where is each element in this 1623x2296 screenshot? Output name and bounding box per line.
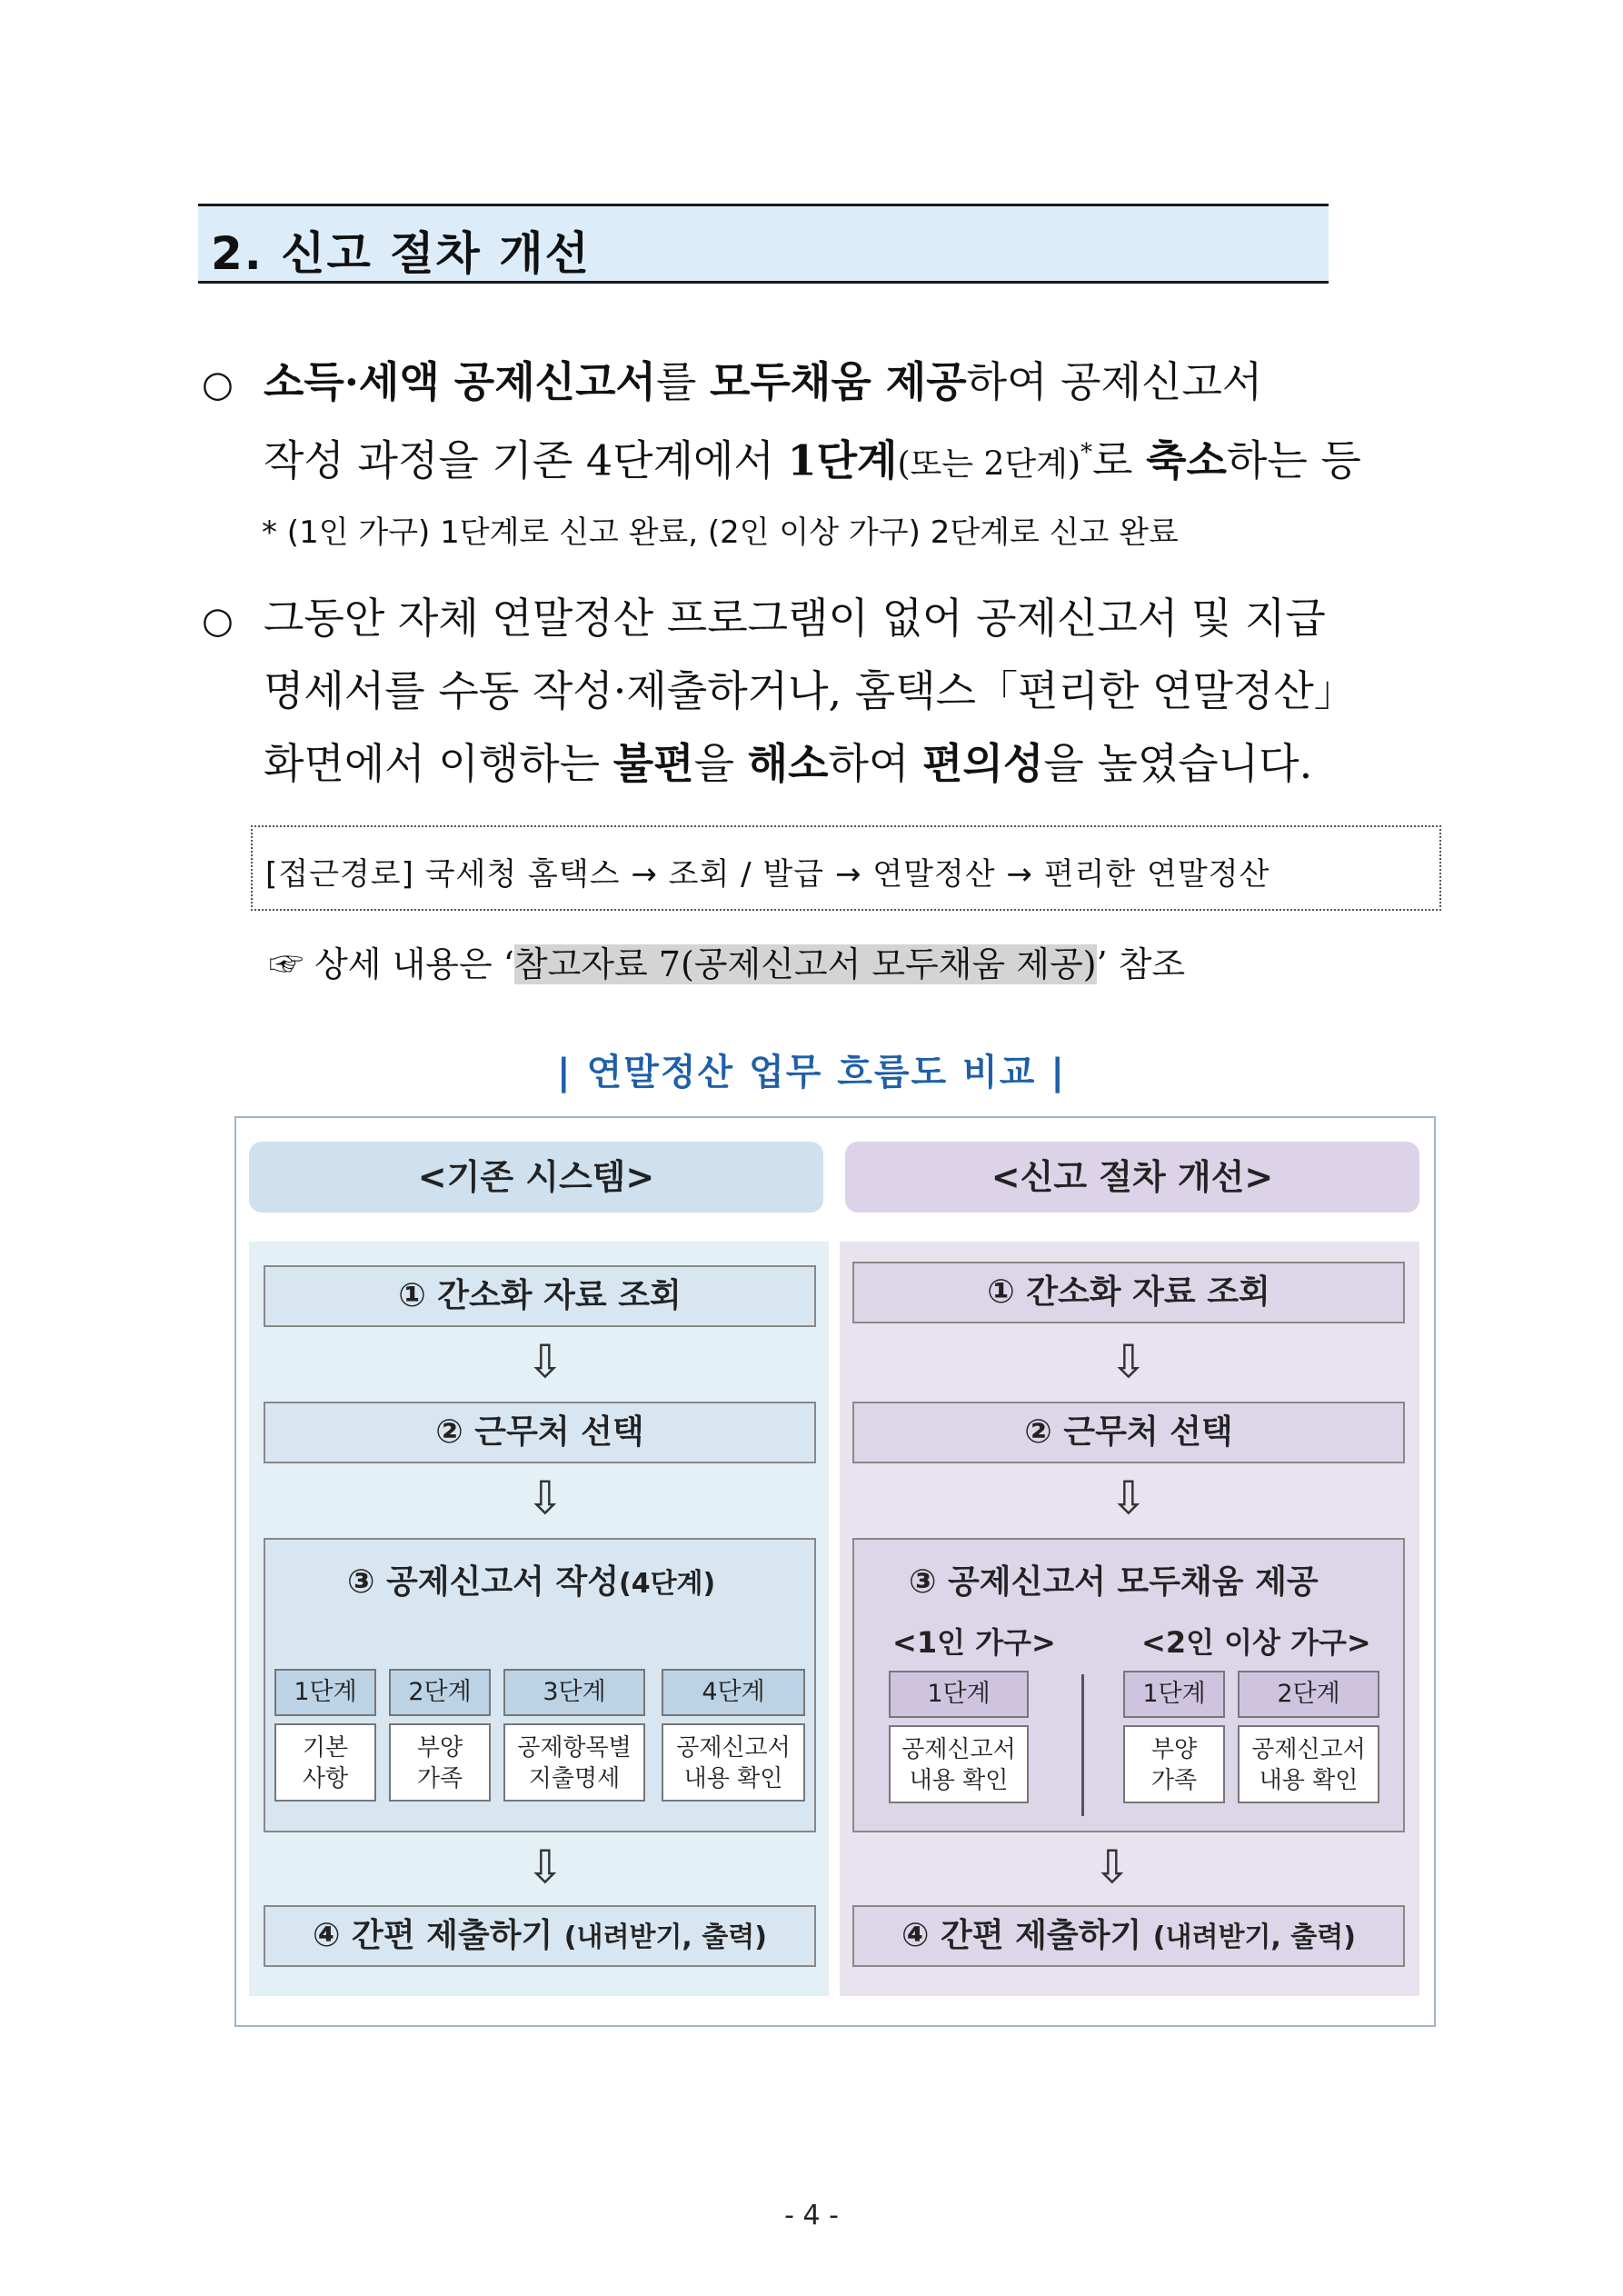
item-line: 부양: [416, 1734, 463, 1762]
text-fragment: 작성 과정을 기존 4단계에서: [264, 435, 788, 485]
right-step-4-suffix: (내려받기, 출력): [1152, 1922, 1356, 1953]
figure-title: | 연말정산 업무 흐름도 비교 |: [557, 1052, 1066, 1093]
down-arrow-icon: ⇩: [526, 1841, 564, 1893]
item-line: 내용 확인: [683, 1765, 783, 1792]
item-line: 공제항목별: [517, 1734, 632, 1762]
reference-prefix: ☞ 상세 내용은 ‘: [269, 944, 514, 984]
emph-prefill: 모두채움 제공: [710, 357, 967, 406]
footnote: * (1인 가구) 1단계로 신고 완료, (2인 이상 가구) 2단계로 신고 완료: [262, 514, 1179, 551]
left-stage-1-label: 1단계: [274, 1669, 376, 1716]
bullet-circle: ○: [202, 364, 234, 405]
item-line: 내용 확인: [1259, 1767, 1359, 1794]
left-step-1: ① 간소화 자료 조회: [264, 1265, 816, 1327]
right-single-stage-1-label: 1단계: [889, 1671, 1029, 1718]
left-stage-3-item: [503, 1723, 645, 1802]
left-step-4-main: ④ 간편 제출하기: [313, 1917, 564, 1954]
paragraph-2-bullet: [202, 582, 234, 657]
multi-household-heading: <2인 이상 가구>: [1141, 1625, 1371, 1660]
paragraph-2-line-1: 그동안 자체 연말정산 프로그램이 없어 공제신고서 및 지급: [264, 594, 1326, 643]
text-fragment: 하여: [828, 739, 923, 788]
text-fragment: 화면에서 이행하는: [264, 739, 613, 788]
left-stage-2-label: 2단계: [389, 1669, 491, 1716]
down-arrow-icon: ⇩: [526, 1472, 564, 1524]
item-line: 기본: [302, 1734, 349, 1762]
emph-reduce: 축소: [1146, 435, 1227, 485]
paragraph-2-line-2: 명세서를 수동 작성·제출하거나, 홈택스「편리한 연말정산」: [264, 666, 1356, 715]
item-line: 부양: [1150, 1736, 1198, 1763]
left-stage-3-label: 3단계: [503, 1669, 645, 1716]
left-step-3-title: [347, 1556, 715, 1602]
right-single-stage-1-item: [889, 1725, 1029, 1803]
section-heading: [198, 204, 1329, 284]
emph-convenience: 편의성: [922, 739, 1044, 788]
left-step-4-suffix: (내려받기, 출력): [563, 1922, 767, 1953]
text-fragment: 을: [693, 739, 748, 788]
left-stage-4-item: [662, 1723, 805, 1802]
right-multi-stage-2-label: 2단계: [1238, 1671, 1379, 1718]
left-column-header: <기존 시스템>: [249, 1142, 823, 1213]
item-line: 사항: [302, 1765, 349, 1792]
text-fragment: (또는 2단계): [897, 445, 1080, 484]
left-step-3-suffix: (4단계): [618, 1568, 716, 1600]
paragraph-2-line-3: [264, 727, 1312, 800]
item-line: 공제신고서: [676, 1734, 791, 1762]
emph-resolve: 해소: [747, 739, 829, 788]
text-fragment: 을 높였습니다.: [1043, 739, 1313, 788]
left-step-3-main: ③ 공제신고서 작성: [347, 1563, 619, 1601]
left-stage-1-item: [274, 1723, 376, 1802]
bullet-circle: ○: [202, 600, 234, 642]
right-step-4-main: ④ 간편 제출하기: [901, 1917, 1153, 1954]
left-step-2: ② 근무처 선택: [264, 1402, 816, 1463]
text-fragment: 하는 등: [1226, 435, 1361, 485]
down-arrow-icon: ⇩: [1093, 1841, 1131, 1893]
right-multi-stage-1-item: [1123, 1725, 1225, 1803]
item-line: 내용 확인: [909, 1767, 1009, 1794]
text-fragment: 로: [1092, 435, 1147, 485]
right-step-3-title: ③ 공제신고서 모두채움 제공: [909, 1563, 1319, 1601]
text-fragment: 하여 공제신고서: [966, 357, 1263, 406]
item-line: 가족: [1150, 1767, 1198, 1794]
reference-suffix: ’ 참조: [1096, 944, 1186, 984]
left-step-4: [264, 1905, 816, 1967]
right-step-2: ② 근무처 선택: [852, 1402, 1405, 1463]
paragraph-1-line-1: [202, 345, 234, 421]
down-arrow-icon: ⇩: [1110, 1335, 1148, 1388]
emph-inconvenience: 불편: [612, 739, 694, 788]
reference-highlight: 참고자료 7(공제신고서 모두채움 제공): [513, 944, 1097, 984]
emph-one-step: 1단계: [787, 435, 898, 485]
section-title: 2. 신고 절차 개선: [211, 227, 591, 280]
item-line: 지출명세: [528, 1765, 621, 1792]
access-path-box: [251, 825, 1441, 911]
item-line: 공제신고서: [1251, 1736, 1366, 1763]
page-number: - 4 -: [784, 2200, 839, 2231]
down-arrow-icon: ⇩: [1110, 1472, 1148, 1524]
household-divider: [1081, 1674, 1084, 1816]
left-stage-2-item: [389, 1723, 491, 1802]
right-multi-stage-1-label: 1단계: [1123, 1671, 1225, 1718]
right-multi-stage-2-item: [1238, 1725, 1379, 1803]
access-path-text: [접근경로] 국세청 홈택스 → 조회 / 발급 → 연말정산 → 편리한 연말정산: [265, 856, 1270, 893]
paragraph-1-line-1-text: [264, 345, 1262, 418]
item-line: 가족: [416, 1765, 463, 1792]
reference-line: [269, 936, 1185, 986]
right-step-4: [852, 1905, 1405, 1967]
left-stage-4-label: 4단계: [662, 1669, 805, 1716]
item-line: 공제신고서: [901, 1736, 1016, 1763]
single-household-heading: <1인 가구>: [892, 1625, 1056, 1660]
emph-deduction-form: 소득·세액 공제신고서: [264, 357, 656, 406]
text-fragment: 를: [655, 357, 711, 406]
right-column-header: <신고 절차 개선>: [845, 1142, 1419, 1213]
footnote-mark: *: [1080, 439, 1092, 466]
paragraph-1-line-2: [264, 416, 1361, 501]
down-arrow-icon: ⇩: [526, 1335, 564, 1388]
right-step-1: ① 간소화 자료 조회: [852, 1262, 1405, 1323]
